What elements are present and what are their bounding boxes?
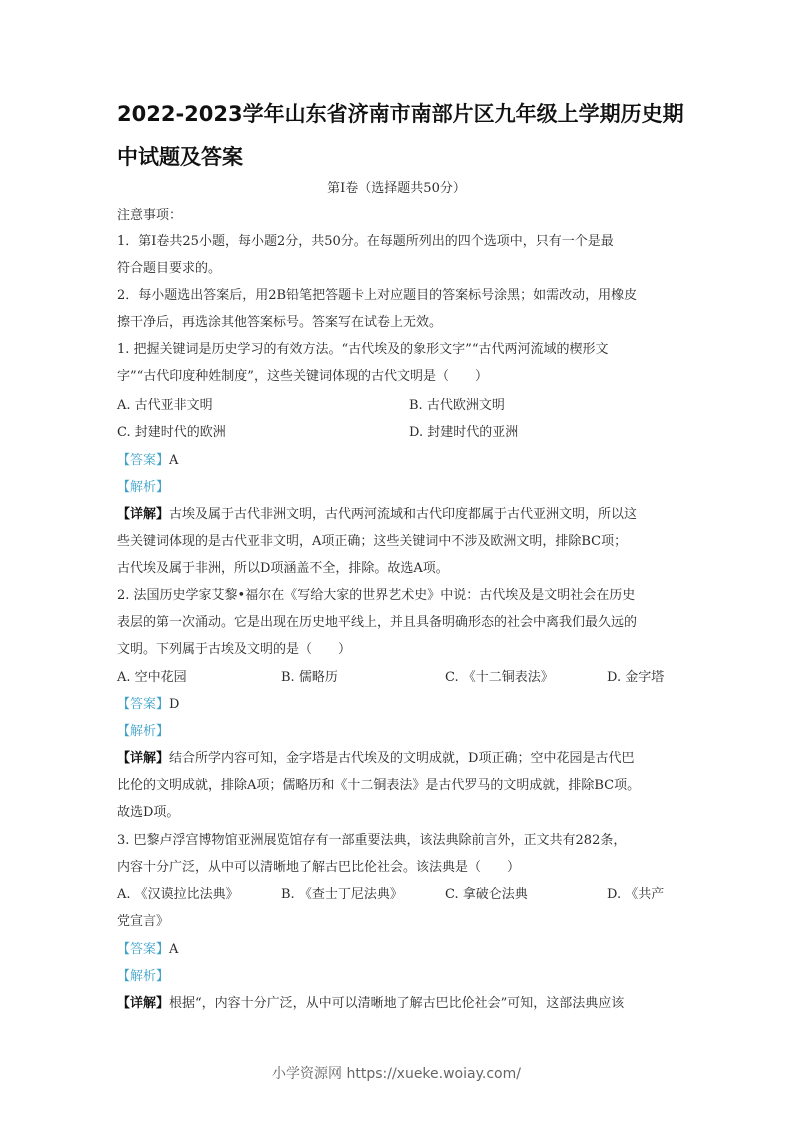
question-2-analysis-label: 【解析】	[117, 724, 170, 739]
question-2-detail-line-3: 故选D项。	[117, 805, 180, 820]
notice-item-1-line-2: 符合题目要求的。	[117, 261, 222, 276]
detail-label: 【详解】	[117, 751, 170, 766]
question-1-option-d: D. 封建时代的亚洲	[409, 425, 519, 440]
answer-label: 【答案】	[117, 453, 170, 468]
detail-text: 结合所学内容可知，金字塔是古代埃及的文明成就，D项正确；空中花园是古代巴	[169, 751, 635, 766]
question-1-detail-line-1	[117, 506, 637, 524]
question-3-analysis-label: 【解析】	[117, 969, 170, 984]
question-2-option-a: A. 空中花园	[117, 670, 187, 685]
question-2-option-c: C. 《十二铜表法》	[445, 670, 554, 685]
answer-label: 【答案】	[117, 697, 170, 712]
question-1-detail-line-3: 古代埃及属于非洲，所以D项涵盖不全，排除。故选A项。	[117, 561, 449, 576]
notice-item-2-line-2: 擦干净后，再选涂其他答案标号。答案写在试卷上无效。	[117, 315, 443, 330]
question-3-detail-line-1	[117, 995, 624, 1013]
section-heading: 第Ⅰ卷（选择题共50分）	[327, 181, 466, 196]
detail-label: 【详解】	[117, 507, 170, 522]
question-2-stem-line-2: 表层的第一次涌动。它是出现在历史地平线上，并且具备明确形态的社会中离我们最久远的	[117, 615, 638, 630]
answer-label: 【答案】	[117, 942, 170, 957]
question-1-detail-line-2: 些关键词体现的是古代亚非文明，A项正确；这些关键词中不涉及欧洲文明，排除BC项；	[117, 534, 628, 549]
question-1-option-c: C. 封建时代的欧洲	[117, 425, 226, 440]
question-1-option-a: A. 古代亚非文明	[117, 398, 213, 413]
question-2-stem-line-1: 2. 法国历史学家艾黎•福尔在《写给大家的世界艺术史》中说：古代埃及是文明社会在历史	[117, 588, 636, 603]
question-3-answer	[117, 941, 178, 959]
detail-label: 【详解】	[117, 996, 170, 1011]
answer-value: A	[169, 453, 179, 468]
question-2-answer	[117, 696, 179, 714]
question-2-stem-line-3: 文明。下列属于古埃及文明的是（ ）	[117, 642, 352, 657]
footer-watermark: 小学资源网 https://xueke.woiay.com/	[272, 1066, 521, 1082]
detail-text: 根据“，内容十分广泛，从中可以清晰地了解古巴比伦社会”可知，这部法典应该	[169, 996, 625, 1011]
question-2-option-d: D. 金字塔	[607, 670, 665, 685]
document-title-line-1: 2022-2023学年山东省济南市南部片区九年级上学期历史期	[117, 102, 684, 126]
question-1-answer	[117, 452, 178, 470]
question-3-option-a: A. 《汉谟拉比法典》	[117, 887, 239, 902]
question-3-option-b: B. 《查士丁尼法典》	[281, 887, 403, 902]
question-3-option-c: C. 拿破仑法典	[445, 887, 528, 902]
question-2-detail-line-1	[117, 750, 634, 768]
question-2-option-b: B. 儒略历	[281, 670, 338, 685]
answer-value: A	[169, 942, 179, 957]
notice-item-2-line-1: 2．每小题选出答案后，用2B铅笔把答题卡上对应题目的答案标号涂黑；如需改动，用橡皮	[117, 288, 638, 303]
question-1-analysis-label: 【解析】	[117, 480, 170, 495]
question-3-stem-line-1: 3. 巴黎卢浮宫博物馆亚洲展览馆存有一部重要法典，该法典除前言外，正文共有282条，	[117, 833, 627, 848]
question-2-detail-line-2: 比伦的文明成就，排除A项；儒略历和《十二铜表法》是古代罗马的文明成就，排除BC项。	[117, 778, 641, 793]
answer-value: D	[169, 697, 180, 712]
notice-item-1-line-1: 1．第Ⅰ卷共25小题，每小题2分，共50分。在每题所列出的四个选项中，只有一个是最	[117, 234, 614, 249]
question-3-option-d: D. 《共产	[607, 887, 665, 902]
notice-heading: 注意事项：	[117, 208, 183, 223]
question-1-stem-line-2: 字”“古代印度种姓制度”，这些关键词体现的古代文明是（ ）	[117, 369, 488, 384]
question-1-stem-line-1: 1. 把握关键词是历史学习的有效方法。“古代埃及的象形文字”“古代两河流域的楔形文	[117, 342, 609, 357]
question-1-option-b: B. 古代欧洲文明	[409, 398, 505, 413]
question-3-stem-line-2: 内容十分广泛，从中可以清晰地了解古巴比伦社会。该法典是（ ）	[117, 860, 521, 875]
detail-text: 古埃及属于古代非洲文明，古代两河流域和古代印度都属于古代亚洲文明，所以这	[169, 507, 638, 522]
document-title-line-2: 中试题及答案	[117, 145, 243, 169]
question-3-option-d-wrap: 党宣言》	[117, 914, 170, 929]
